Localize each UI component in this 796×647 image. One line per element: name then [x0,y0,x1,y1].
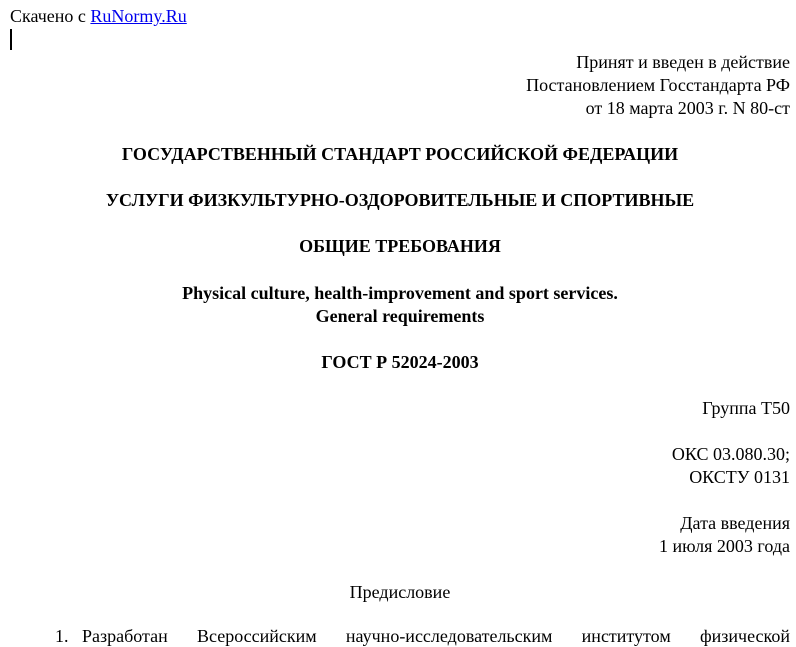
oks-code: ОКС 03.080.30; [671,444,790,464]
adoption-line-3: от 18 марта 2003 г. N 80-ст [585,98,790,118]
gost-number: ГОСТ Р 52024-2003 [321,352,479,372]
state-standard-heading: ГОСУДАРСТВЕННЫЙ СТАНДАРТ РОССИЙСКОЙ ФЕДЕРАЦИИ [121,144,679,164]
services-heading: УСЛУГИ ФИЗКУЛЬТУРНО-ОЗДОРОВИТЕЛЬНЫЕ И СПОРТИВНЫЕ [105,190,695,210]
group-code: Группа Т50 [702,398,790,418]
english-title-line-2: General requirements [315,306,485,326]
foreword-heading: Предисловие [349,582,451,602]
foreword-word: научно-исследовательским [345,626,553,646]
source-prefix: Скачено с [10,6,91,26]
text-cursor [10,29,12,50]
adoption-line-1: Принят и введен в действие [576,52,790,72]
adoption-line-2: Постановлением Госстандарта РФ [526,75,790,95]
foreword-word: Всероссийским [197,626,317,646]
foreword-word: институтом [581,626,671,646]
requirements-heading: ОБЩИЕ ТРЕБОВАНИЯ [299,236,501,256]
source-link[interactable]: RuNormy.Ru [90,6,187,26]
english-title-line-1: Physical culture, health-improvement and sport services. [182,283,618,303]
foreword-word: Разработан [82,626,168,646]
source-line [10,5,187,27]
intro-date-label: Дата введения [680,513,790,533]
foreword-item-number: 1. [55,626,69,646]
okstu-code: ОКСТУ 0131 [689,467,790,487]
foreword-item-1 [82,625,790,647]
foreword-word: физической [700,626,790,646]
intro-date-value: 1 июля 2003 года [659,536,790,556]
